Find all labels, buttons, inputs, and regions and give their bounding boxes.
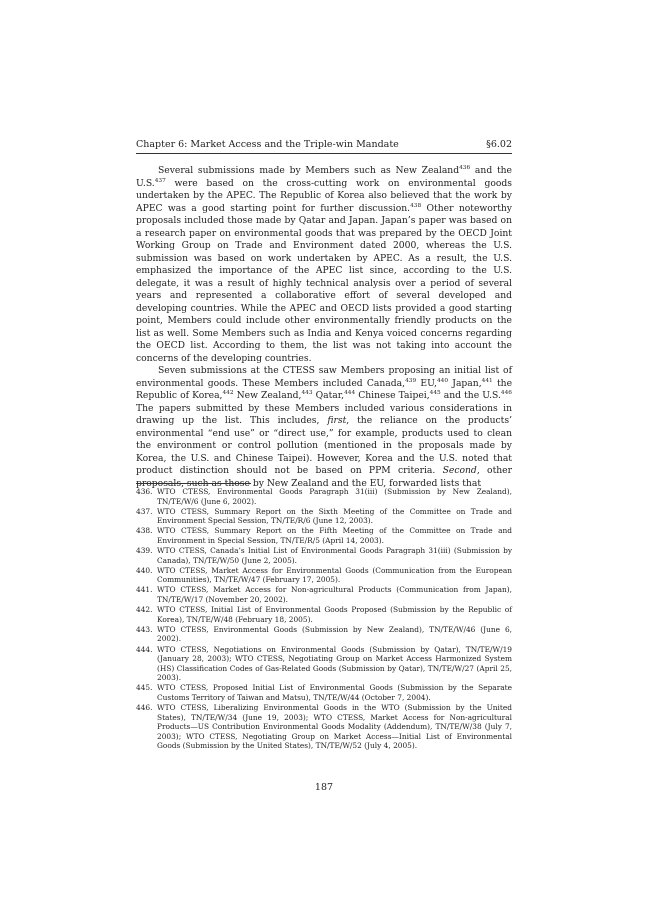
footnote-ref[interactable]: 446	[500, 389, 512, 396]
emphasis: first	[327, 415, 347, 426]
emphasis: Second	[442, 465, 477, 476]
footnote-number: 440.	[136, 565, 153, 575]
footnote-ref[interactable]: 436	[459, 164, 471, 171]
running-header	[136, 139, 512, 154]
footnote	[136, 625, 512, 644]
footnote-divider	[136, 483, 251, 484]
footnote	[136, 645, 512, 683]
footnote-number: 444.	[136, 644, 153, 654]
footnotes	[136, 487, 512, 752]
section-number: §6.02	[486, 139, 512, 150]
footnote-ref[interactable]: 442	[222, 389, 234, 396]
footnote-text: WTO CTESS, Initial List of Environmental Goods Proposed (Submission by the Republic of Korea), TN/TE/W/48 (February 18, 2005).	[157, 605, 512, 624]
footnote	[136, 546, 512, 565]
footnote-ref[interactable]: 445	[429, 389, 441, 396]
footnote	[136, 605, 512, 624]
footnote-number: 441.	[136, 585, 153, 595]
footnote-text: WTO CTESS, Liberalizing Environmental Goods in the WTO (Submission by the United States), TN/TE/W/34 (June 19, 2003); WTO CTESS, Market Access for Non-agricultural Products—US Contribution Environmental Goods Modality (Addendum), TN/TE/W/38 (July 7, 2003); WTO CTESS, Negotiating Group on Market Access—Initial List of Environmental Goods (Submission by the United States), TN/TE/W/52 (July 4, 2005).	[157, 703, 512, 751]
footnote-text: WTO CTESS, Summary Report on the Fifth Meeting of the Committee on Trade and Environment in Special Session, TN/TE/R/5 (April 14, 2003).	[157, 526, 512, 545]
footnote	[136, 526, 512, 545]
footnote-ref[interactable]: 438	[410, 202, 422, 209]
footnote-number: 443.	[136, 624, 153, 634]
footnote-text: WTO CTESS, Proposed Initial List of Environmental Goods (Submission by the Separate Customs Territory of Taiwan and Matsu), TN/TE/W/44 (October 7, 2004).	[157, 683, 512, 702]
footnote-text: WTO CTESS, Environmental Goods (Submission by New Zealand), TN/TE/W/46 (June 6, 2002).	[157, 624, 512, 644]
footnote-number: 439.	[136, 546, 153, 556]
footnote	[136, 487, 512, 506]
footnote-number: 446.	[136, 703, 153, 713]
footnote-ref[interactable]: 441	[481, 377, 493, 384]
footnote-number: 438.	[136, 526, 153, 536]
footnote-text: WTO CTESS, Summary Report on the Sixth Meeting of the Committee on Trade and Environment Special Session, TN/TE/R/6 (June 12, 2003).	[157, 506, 512, 526]
paragraph: Seven submissions at the CTESS saw Members proposing an initial list of environmental goods. These Members included Canada,$^{439}$ EU,$^{440}$ Japan,$^{441}$ the Republic of Korea,$^{442}$ New Zealand,$^{443}$ Qatar,$^{444}$ Chinese Taipei,$^{445}$ and the U.S.$^{446}$ The papers submitted by these Members included various considerations in drawing up the list. This includes, first, the reliance on the products’ environmental “end use” or “direct use,” for example, products used to clean the environment or control pollution (mentioned in the proposals made by Korea, the U.S. and Chinese Taipei). However, Korea and the U.S. noted that product distinction should not be based on PPM criteria. Second, other proposals, such as those by New Zealand and the EU, forwarded lists that	[136, 365, 513, 489]
footnote	[136, 683, 512, 702]
footnote-text: WTO CTESS, Negotiations on Environmental Goods (Submission by Qatar), TN/TE/W/19 (January 28, 2003); WTO CTESS, Negotiating Group on Market Access Harmonized System (HS) Classification Codes of Gas-Related Goods (Submission by Qatar), TN/TE/W/27 (April 25, 2003).	[157, 644, 512, 683]
footnote-number: 445.	[136, 683, 153, 693]
footnote-ref[interactable]: 437	[154, 177, 166, 184]
footnote-ref[interactable]: 443	[301, 389, 313, 396]
footnote-text: WTO CTESS, Canada’s Initial List of Environmental Goods Paragraph 31(iii) (Submission by Canada), TN/TE/W/50 (June 2, 2005).	[157, 546, 512, 565]
footnote-number: 442.	[136, 605, 153, 615]
footnote	[136, 566, 512, 585]
body-text	[136, 165, 512, 490]
footnote	[136, 585, 512, 604]
footnote-number: 437.	[136, 506, 153, 516]
footnote-text: WTO CTESS, Market Access for Non-agricultural Products (Communication from Japan), TN/TE/W/17 (November 20, 2002).	[157, 585, 512, 605]
footnote-ref[interactable]: 439	[405, 377, 417, 384]
footnote	[136, 507, 512, 526]
footnote-ref[interactable]: 440	[436, 377, 449, 384]
page-number: 187	[314, 782, 334, 793]
footnote	[136, 703, 512, 751]
chapter-title: Chapter 6: Market Access and the Triple-win Mandate	[136, 139, 399, 150]
footnote-text: WTO CTESS, Market Access for Environmental Goods (Communication from the European Communities), TN/TE/W/47 (February 17, 2005).	[157, 565, 512, 585]
footnote-number: 436.	[136, 487, 153, 496]
footnote-text: WTO CTESS, Environmental Goods Paragraph 31(iii) (Submission by New Zealand), TN/TE/W/6 (June 6, 2002).	[157, 487, 512, 506]
paragraph: Several submissions made by Members such as New Zealand$^{436}$ and the U.S.$^{437}$ were based on the cross-cutting work on environmental goods undertaken by the APEC. The Republic of Korea also believed that the work by APEC was a good starting point for further discussion.$^{438}$ Other noteworthy proposals included those made by Qatar and Japan. Japan’s paper was based on a research paper on environmental goods that was prepared by the OECD Joint Working Group on Trade and Environment dated 2000, whereas the U.S. submission was based on work undertaken by APEC. As a result, the U.S. emphasized the importance of the APEC list since, according to the U.S. delegate, it was a result of highly technical analysis over a period of several years and represented a collaborative effort of several developed and developing countries. While the APEC and OECD lists provided a good starting point, Members could include other environmentally friendly products on the list as well. Some Members such as India and Kenya voiced concerns regarding the OECD list. According to them, the list was not taking into account the concerns of the developing countries.	[136, 164, 513, 364]
footnote-ref[interactable]: 444	[344, 389, 356, 396]
